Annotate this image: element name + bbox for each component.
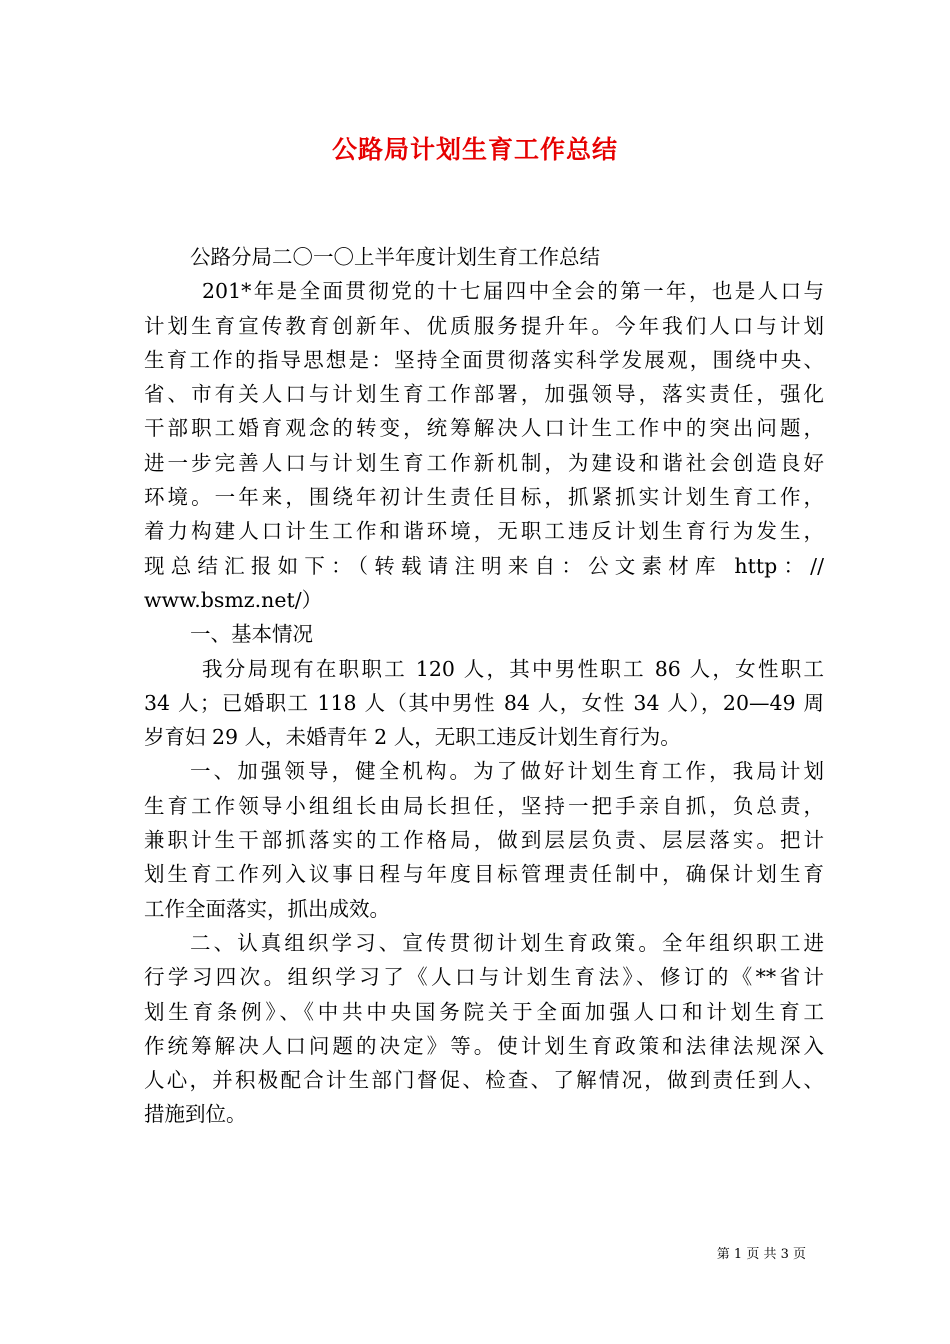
paragraph-line: 生育工作的指导思想是：坚持全面贯彻落实科学发展观，围绕中央、: [144, 347, 824, 372]
document-title: 公路局计划生育工作总结: [331, 135, 618, 164]
paragraph-line: 201*年是全面贯彻党的十七届四中全会的第一年，也是人口与: [202, 279, 824, 304]
paragraph-line: 划生育工作列入议事日程与年度目标管理责任制中，确保计划生育: [144, 862, 824, 887]
paragraph-line: 进一步完善人口与计划生育工作新机制，为建设和谐社会创造良好: [144, 450, 824, 475]
section-heading: 一、基本情况: [190, 622, 313, 647]
paragraph-line: 人心，并积极配合计生部门督促、检查、了解情况，做到责任到人、: [144, 1068, 824, 1093]
paragraph-line: 生育工作领导小组组长由局长担任，坚持一把手亲自抓，负总责，: [144, 793, 824, 818]
paragraph-line: 省、市有关人口与计划生育工作部署，加强领导，落实责任，强化: [144, 382, 824, 407]
paragraph-line: 34 人；已婚职工 118 人（其中男性 84 人，女性 34 人），20—49 周: [144, 690, 824, 715]
paragraph-line: 着力构建人口计生工作和谐环境，无职工违反计划生育行为发生，: [144, 519, 824, 544]
paragraph-line: 现总结汇报如下：（转载请注明来自：公文素材库 http：//: [144, 553, 824, 578]
paragraph-line: 一、加强领导，健全机构。为了做好计划生育工作，我局计划: [190, 759, 824, 784]
paragraph-line: www.bsmz.net/）: [144, 587, 323, 612]
paragraph-line: 兼职计生干部抓落实的工作格局，做到层层负责、层层落实。把计: [144, 828, 824, 853]
paragraph-line: 二、认真组织学习、宣传贯彻计划生育政策。全年组织职工进: [190, 930, 824, 955]
paragraph-line: 作统筹解决人口问题的决定》等。使计划生育政策和法律法规深入: [144, 1033, 824, 1058]
paragraph-line: 环境。一年来，围绕年初计生责任目标，抓紧抓实计划生育工作，: [144, 485, 824, 510]
paragraph-line: 岁育妇 29 人，未婚青年 2 人，无职工违反计划生育行为。: [144, 725, 681, 750]
page-number: 第 1 页 共 3 页: [716, 1247, 806, 1262]
document-body: [144, 240, 824, 1132]
paragraph-line: 我分局现有在职职工 120 人，其中男性职工 86 人，女性职工: [202, 656, 824, 681]
paragraph-line: 措施到位。: [144, 1102, 247, 1127]
paragraph-line: 工作全面落实，抓出成效。: [144, 896, 390, 921]
paragraph-line: 干部职工婚育观念的转变，统筹解决人口计生工作中的突出问题，: [144, 416, 824, 441]
paragraph-line: 划生育条例》、《中共中央国务院关于全面加强人口和计划生育工: [144, 999, 824, 1024]
paragraph-line: 行学习四次。组织学习了《人口与计划生育法》、修订的《**省计: [144, 965, 824, 990]
paragraph-line: 计划生育宣传教育创新年、优质服务提升年。今年我们人口与计划: [144, 313, 824, 338]
subtitle-line: 公路分局二〇一〇上半年度计划生育工作总结: [190, 245, 600, 269]
